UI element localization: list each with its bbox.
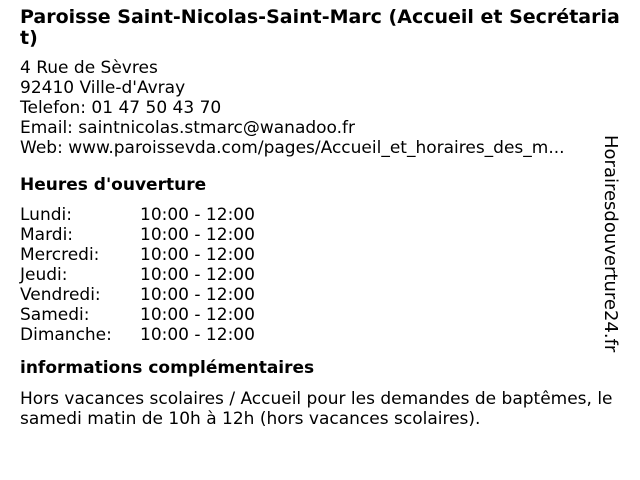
page-title: Paroisse Saint-Nicolas-Saint-Marc (Accueil et Secrétariat): [20, 6, 620, 49]
time-range: 10:00 - 12:00: [140, 205, 255, 225]
time-range: 10:00 - 12:00: [140, 325, 255, 345]
hours-row-friday: [20, 285, 625, 305]
opening-hours-heading: Heures d'ouverture: [20, 175, 207, 195]
day-label: Mercredi:: [20, 245, 100, 265]
time-range: 10:00 - 12:00: [140, 305, 255, 325]
city-address: 92410 Ville-d'Avray: [20, 78, 186, 98]
additional-info-heading: informations complémentaires: [20, 358, 315, 378]
day-label: Samedi:: [20, 305, 90, 325]
hours-row-monday: [20, 205, 625, 225]
day-label: Vendredi:: [20, 285, 101, 305]
day-label: Jeudi:: [20, 265, 68, 285]
hours-row-saturday: [20, 305, 625, 325]
site-watermark: Horairesdouverture24.fr: [600, 135, 621, 353]
time-range: 10:00 - 12:00: [140, 265, 255, 285]
day-label: Lundi:: [20, 205, 72, 225]
hours-row-wednesday: [20, 245, 625, 265]
business-card: [20, 7, 625, 429]
hours-row-thursday: [20, 265, 625, 285]
time-range: 10:00 - 12:00: [140, 225, 255, 245]
street-address: 4 Rue de Sèvres: [20, 58, 158, 78]
hours-row-tuesday: [20, 225, 625, 245]
phone-number: Telefon: 01 47 50 43 70: [20, 98, 222, 118]
opening-hours-table: [20, 205, 625, 345]
time-range: 10:00 - 12:00: [140, 245, 255, 265]
additional-info-text: Hors vacances scolaires / Accueil pour les demandes de baptêmes, le samedi matin de 10h à 12h (hors vacances scolaires).: [20, 389, 613, 429]
website-link: Web: www.paroissevda.com/pages/Accueil_et_horaires_des_m...: [20, 138, 565, 158]
day-label: Dimanche:: [20, 325, 112, 345]
time-range: 10:00 - 12:00: [140, 285, 255, 305]
contact-block: [20, 58, 625, 158]
hours-row-sunday: [20, 325, 625, 345]
day-label: Mardi:: [20, 225, 74, 245]
email-address: Email: saintnicolas.stmarc@wanadoo.fr: [20, 118, 356, 138]
